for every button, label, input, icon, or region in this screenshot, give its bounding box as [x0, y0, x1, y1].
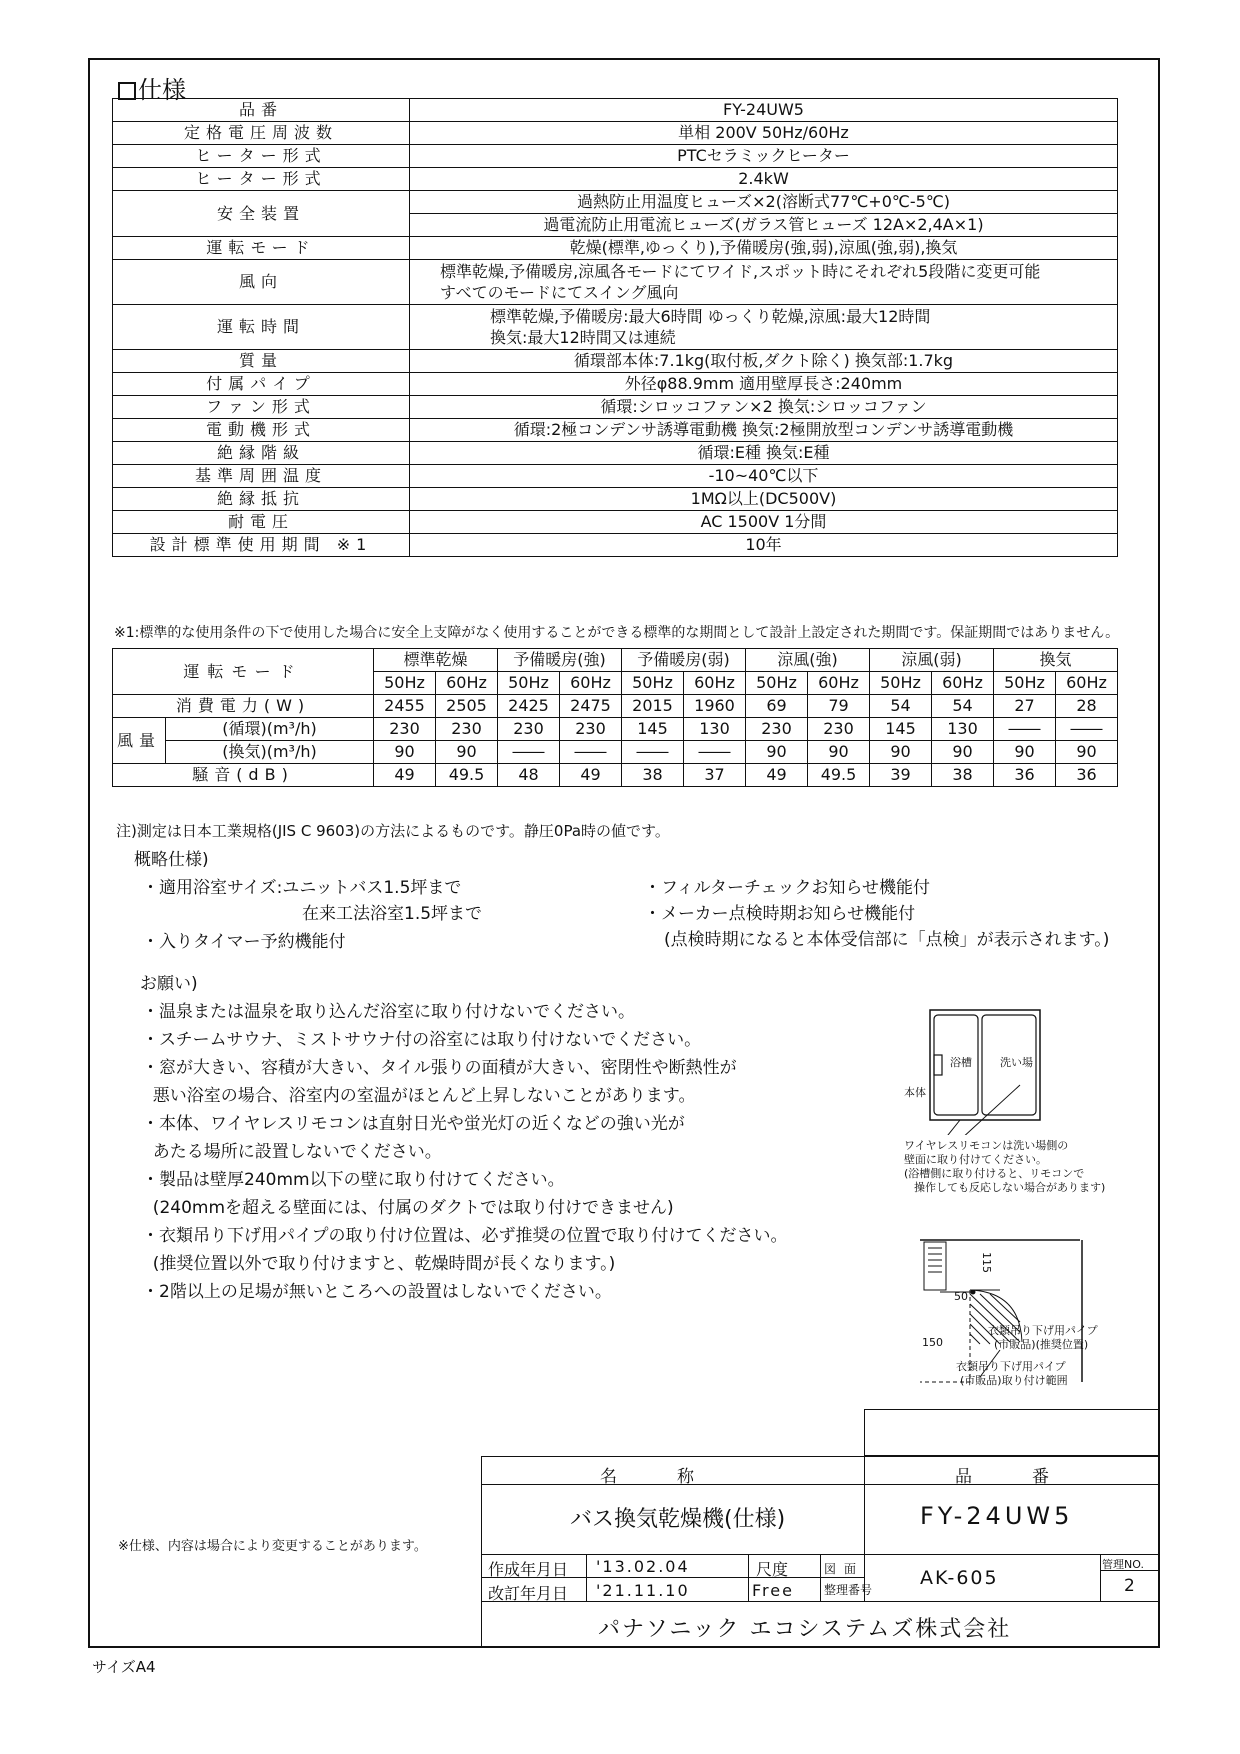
noise-cell: 49.5 [436, 764, 498, 787]
product-name: バス換気乾燥機(仕様) [570, 1507, 786, 1532]
vent-cell: ―― [622, 741, 684, 764]
mgmt-number: 2 [1124, 1576, 1135, 1596]
vent-cell: 90 [1056, 741, 1118, 764]
power-cell: 69 [746, 695, 808, 718]
noise-cell: 48 [498, 764, 560, 787]
spec-value [410, 305, 1118, 350]
spec-label: 安全装置 [113, 191, 410, 237]
outline-line: (点検時期になると本体受信部に「点検」が表示されます。) [664, 930, 1110, 950]
vent-cell: 90 [746, 741, 808, 764]
revised-date: '21.11.10 [596, 1581, 690, 1600]
spec-value: 2.4kW [410, 168, 1118, 191]
spec-label: 基準周囲温度 [113, 465, 410, 488]
outline-line: ・フィルターチェックお知らせ機能付 [644, 878, 930, 898]
noise-cell: 49 [560, 764, 622, 787]
spec-value-line: 換気:最大12時間又は連続 [490, 328, 676, 347]
vent-cell: 90 [436, 741, 498, 764]
remote-caption: (浴槽側に取り付けると、リモコンで [904, 1167, 1085, 1180]
freq-cell: 50Hz [870, 672, 932, 695]
power-cell: 2015 [622, 695, 684, 718]
freq-cell: 50Hz [374, 672, 436, 695]
mode-col: 予備暖房(強) [498, 649, 622, 672]
spec-value: 10年 [410, 534, 1118, 557]
spec-value: PTCセラミックヒーター [410, 145, 1118, 168]
freq-cell: 60Hz [684, 672, 746, 695]
airflow-label: 風量 [113, 718, 166, 764]
spec-value: 循環:シロッコファン×2 換気:シロッコファン [410, 396, 1118, 419]
outline-line: ・メーカー点検時期お知らせ機能付 [644, 904, 916, 924]
power-cell: 1960 [684, 695, 746, 718]
vent-cell: 90 [994, 741, 1056, 764]
circ-cell: ―― [1056, 718, 1118, 741]
request-line: ・衣類吊り下げ用パイプの取り付け位置は、必ず推奨の位置で取り付けてください。 [142, 1226, 788, 1246]
circ-cell: 230 [560, 718, 622, 741]
power-cell: 2475 [560, 695, 622, 718]
circ-cell: 230 [746, 718, 808, 741]
part-header: 品番 [955, 1467, 1109, 1487]
outline-line: 在来工法浴室1.5坪まで [302, 904, 483, 924]
spec-label: ヒーター形式 [113, 168, 410, 191]
drawing-label: 整理番号 [824, 1583, 873, 1597]
freq-cell: 50Hz [622, 672, 684, 695]
power-cell: 2505 [436, 695, 498, 718]
request-line: ・2階以上の足場が無いところへの設置はしないでください。 [142, 1282, 612, 1302]
mode-col: 予備暖房(弱) [622, 649, 746, 672]
company-name: パナソニック エコシステムズ株式会社 [598, 1617, 1012, 1642]
spec-value: 過熱防止用温度ヒューズ×2(溶断式77℃+0℃-5℃) [410, 191, 1118, 214]
washing-area-label: 洗い場 [1000, 1056, 1033, 1069]
unit-label: 本体 [904, 1086, 926, 1099]
pipe-label: 衣類吊り下げ用パイプ [988, 1324, 1098, 1337]
freq-cell: 60Hz [932, 672, 994, 695]
requests-list [142, 998, 788, 1306]
spec-value: 循環:E種 換気:E種 [410, 442, 1118, 465]
spec-value [410, 260, 1118, 305]
noise-cell: 49.5 [808, 764, 870, 787]
spec-value: 過電流防止用電流ヒューズ(ガラス管ヒューズ 12A×2,4A×1) [410, 214, 1118, 237]
spec-label: 絶縁抵抗 [113, 488, 410, 511]
freq-cell: 50Hz [746, 672, 808, 695]
revised-label: 改訂年月日 [488, 1584, 569, 1603]
noise-label: 騒音(dB) [113, 764, 374, 787]
request-line: ・窓が大きい、容積が大きい、タイル張りの面積が大きい、密閉性や断熱性が [142, 1058, 737, 1078]
dimension-label: 150 [922, 1336, 943, 1349]
request-line: (240mmを超える壁面には、付属のダクトでは取り付けできません) [142, 1198, 674, 1218]
dimension-label: 50 [954, 1290, 968, 1303]
spec-value: 乾燥(標準,ゆっくり),予備暖房(強,弱),涼風(強,弱),換気 [410, 237, 1118, 260]
spec-value: AC 1500V 1分間 [410, 511, 1118, 534]
power-cell: 28 [1056, 695, 1118, 718]
requests-heading: お願い) [140, 974, 198, 994]
vent-label: (換気)(m³/h) [166, 741, 374, 764]
spec-value-line: 標準乾燥,予備暖房:最大6時間 ゆっくり乾燥,涼風:最大12時間 [490, 307, 931, 326]
request-line: 悪い浴室の場合、浴室内の室温がほとんど上昇しないことがあります。 [142, 1086, 696, 1106]
freq-cell: 60Hz [1056, 672, 1118, 695]
spec-label: 定格電圧周波数 [113, 122, 410, 145]
remote-caption: ワイヤレスリモコンは洗い場側の [904, 1139, 1069, 1152]
freq-cell: 60Hz [560, 672, 622, 695]
bathtub-label: 浴槽 [950, 1056, 972, 1069]
mode-header: 運転モード [113, 649, 374, 695]
name-header: 名称 [600, 1467, 754, 1487]
titleblock-blank [864, 1409, 1160, 1456]
spec-label: 電動機形式 [113, 419, 410, 442]
outline-line: ・入りタイマー予約機能付 [142, 932, 346, 952]
vent-cell: 90 [374, 741, 436, 764]
spec-label: 設計標準使用期間 ※1 [113, 534, 410, 557]
spec-value-line: 標準乾燥,予備暖房,涼風各モードにてワイド,スポット時にそれぞれ5段階に変更可能 [440, 262, 1041, 281]
spec-value: 外径φ88.9mm 適用壁厚長さ:240mm [410, 373, 1118, 396]
circ-cell: 230 [808, 718, 870, 741]
vent-cell: 90 [932, 741, 994, 764]
vent-cell: 90 [870, 741, 932, 764]
drawing-label: 図面 [824, 1562, 865, 1576]
created-label: 作成年月日 [488, 1560, 569, 1579]
outline-line: ・適用浴室サイズ:ユニットバス1.5坪まで [142, 878, 462, 898]
noise-cell: 49 [374, 764, 436, 787]
request-line: あたる場所に設置しないでください。 [142, 1142, 442, 1162]
paper-size: サイズA4 [92, 1658, 156, 1676]
freq-cell: 50Hz [994, 672, 1056, 695]
pipe-label: (市販品)取り付け範囲 [960, 1374, 1068, 1387]
noise-cell: 38 [932, 764, 994, 787]
vent-cell: ―― [560, 741, 622, 764]
remote-caption: 操作しても反応しない場合があります) [914, 1181, 1106, 1194]
spec-label: 付属パイプ [113, 373, 410, 396]
spec-label: 品番 [113, 99, 410, 122]
vent-cell: ―― [684, 741, 746, 764]
remote-caption: 壁面に取り付けてください。 [904, 1153, 1047, 1166]
vent-cell: ―― [498, 741, 560, 764]
spec-value: FY-24UW5 [410, 99, 1118, 122]
request-line: ・製品は壁厚240mm以下の壁に取り付けてください。 [142, 1170, 565, 1190]
circ-label: (循環)(m³/h) [166, 718, 374, 741]
spec-label: 質量 [113, 350, 410, 373]
drawing-number: AK-605 [920, 1567, 999, 1589]
mgmt-label: 管理NO. [1102, 1558, 1144, 1571]
pipe-label: (市販品)(推奨位置) [994, 1338, 1089, 1351]
spec-label: 風向 [113, 260, 410, 305]
power-cell: 54 [932, 695, 994, 718]
noise-cell: 36 [1056, 764, 1118, 787]
power-cell: 2425 [498, 695, 560, 718]
spec-value: 1MΩ以上(DC500V) [410, 488, 1118, 511]
page-title: 仕様 [118, 70, 186, 105]
circ-cell: 145 [870, 718, 932, 741]
noise-cell: 37 [684, 764, 746, 787]
power-cell: 2455 [374, 695, 436, 718]
circ-cell: 230 [498, 718, 560, 741]
circ-cell: 145 [622, 718, 684, 741]
circ-cell: 130 [684, 718, 746, 741]
spec-label: 運転モード [113, 237, 410, 260]
spec-label: 絶縁階級 [113, 442, 410, 465]
spec-value: 循環部本体:7.1kg(取付板,ダクト除く) 換気部:1.7kg [410, 350, 1118, 373]
noise-cell: 39 [870, 764, 932, 787]
spec-table [112, 98, 1118, 557]
mode-col: 標準乾燥 [374, 649, 498, 672]
freq-cell: 60Hz [436, 672, 498, 695]
spec-value-line: すべてのモードにてスイング風向 [440, 283, 679, 302]
power-cell: 54 [870, 695, 932, 718]
scale-value: Free [752, 1581, 794, 1600]
noise-cell: 36 [994, 764, 1056, 787]
request-line: ・温泉または温泉を取り込んだ浴室に取り付けないでください。 [142, 1002, 635, 1022]
product-part-no: FY-24UW5 [920, 1502, 1074, 1530]
note-design-period: ※1:標準的な使用条件の下で使用した場合に安全上支障がなく使用することができる標準的な期間として設計上設定された期間です。保証期間ではありません。 [114, 625, 1120, 641]
created-date: '13.02.04 [596, 1557, 690, 1576]
request-line: ・スチームサウナ、ミストサウナ付の浴室には取り付けないでください。 [142, 1030, 702, 1050]
spec-value: 単相 200V 50Hz/60Hz [410, 122, 1118, 145]
mode-col: 涼風(弱) [870, 649, 994, 672]
noise-cell: 38 [622, 764, 684, 787]
bathroom-plan-diagram [900, 1005, 1080, 1135]
circ-cell: 130 [932, 718, 994, 741]
spec-label: ファン形式 [113, 396, 410, 419]
request-line: ・本体、ワイヤレスリモコンは直射日光や蛍光灯の近くなどの強い光が [142, 1114, 685, 1134]
spec-label: ヒーター形式 [113, 145, 410, 168]
request-line: (推奨位置以外で取り付けますと、乾燥時間が長くなります。) [142, 1254, 616, 1274]
spec-label: 運転時間 [113, 305, 410, 350]
power-label: 消費電力(W) [113, 695, 374, 718]
pipe-label: 衣類吊り下げ用パイプ [956, 1360, 1066, 1373]
freq-cell: 50Hz [498, 672, 560, 695]
freq-cell: 60Hz [808, 672, 870, 695]
spec-value: 循環:2極コンデンサ誘導電動機 換気:2極開放型コンデンサ誘導電動機 [410, 419, 1118, 442]
performance-table [112, 648, 1118, 787]
power-cell: 27 [994, 695, 1056, 718]
circ-cell: 230 [374, 718, 436, 741]
mode-col: 涼風(強) [746, 649, 870, 672]
scale-label: 尺度 [756, 1560, 789, 1579]
spec-label: 耐電圧 [113, 511, 410, 534]
note-measurement: 注)測定は日本工業規格(JIS C 9603)の方法によるものです。静圧0Pa時の値です。 [116, 822, 670, 840]
dimension-label: 115 [980, 1252, 993, 1273]
change-notice: ※仕様、内容は場合により変更することがあります。 [118, 1539, 427, 1554]
circ-cell: 230 [436, 718, 498, 741]
outline-heading: 概略仕様) [134, 850, 209, 870]
noise-cell: 49 [746, 764, 808, 787]
circ-cell: ―― [994, 718, 1056, 741]
power-cell: 79 [808, 695, 870, 718]
vent-cell: 90 [808, 741, 870, 764]
mode-col: 換気 [994, 649, 1118, 672]
spec-value: -10~40℃以下 [410, 465, 1118, 488]
